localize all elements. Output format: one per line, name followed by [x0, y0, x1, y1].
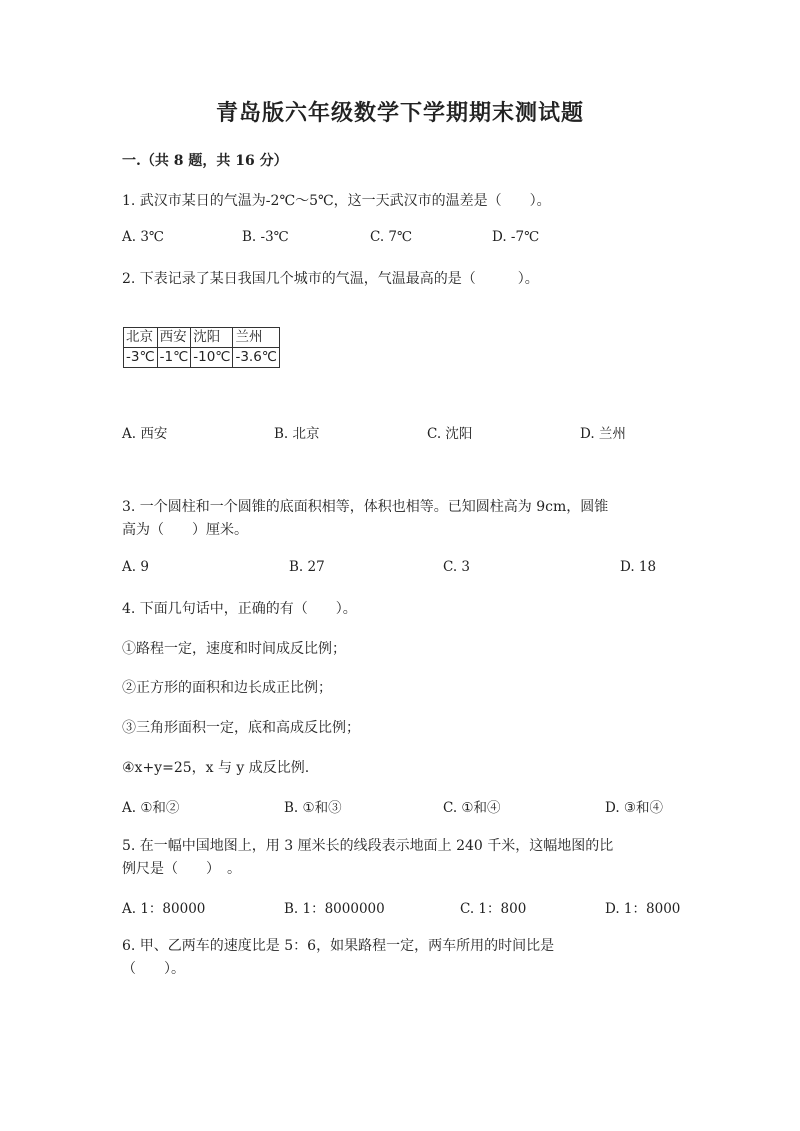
q1-option-b: B. -3℃: [242, 229, 289, 245]
question-3-stem-line2: 高为（ ）厘米。: [122, 522, 248, 538]
question-6-stem-line1: 6. 甲、乙两车的速度比是 5：6，如果路程一定，两车所用的时间比是: [122, 938, 555, 954]
q4-option-d: D. ③和④: [605, 800, 664, 816]
q3-option-c: C. 3: [443, 559, 471, 575]
q4-statement-1: ①路程一定，速度和时间成反比例；: [122, 641, 346, 657]
q4-statement-3: ③三角形面积一定，底和高成反比例；: [122, 720, 360, 736]
q3-option-a: A. 9: [122, 559, 149, 575]
question-4-stem: 4. 下面几句话中，正确的有（ ）。: [122, 601, 357, 617]
page-title: 青岛版六年级数学下学期期末测试题: [215, 100, 584, 126]
q1-option-d: D. -7℃: [492, 229, 540, 245]
q5-option-a: A. 1：80000: [122, 901, 206, 917]
q1-option-a: A. 3℃: [122, 229, 165, 245]
q2-option-b: B. 北京: [274, 426, 320, 442]
table-row-cities: [124, 328, 280, 348]
question-5-stem-line2: 例尺是（ ） 。: [122, 861, 241, 877]
table-cell-city: 西安: [157, 328, 191, 348]
question-3-stem-line1: 3. 一个圆柱和一个圆锥的底面积相等，体积也相等。已知圆柱高为 9cm，圆锥: [122, 499, 609, 515]
table-row-temps: [124, 348, 280, 368]
q1-option-c: C. 7℃: [370, 229, 413, 245]
section-heading: 一.（共 8 题，共 16 分）: [122, 153, 288, 169]
q4-option-c: C. ①和④: [443, 800, 501, 816]
q5-option-d: D. 1：8000: [605, 901, 681, 917]
table-cell-city: 兰州: [233, 328, 280, 348]
q4-option-b: B. ①和③: [284, 800, 342, 816]
table-cell-city: 北京: [124, 328, 158, 348]
question-2-stem: 2. 下表记录了某日我国几个城市的气温，气温最高的是（ ）。: [122, 271, 539, 287]
table-cell-temp: -3℃: [124, 348, 158, 368]
q3-option-d: D. 18: [620, 559, 657, 575]
q2-option-d: D. 兰州: [580, 426, 626, 442]
table-cell-temp: -1℃: [157, 348, 191, 368]
q4-statement-2: ②正方形的面积和边长成正比例；: [122, 680, 332, 696]
q5-option-b: B. 1：8000000: [284, 901, 385, 917]
question-6-stem-line2: （ ）。: [122, 961, 185, 977]
table-cell-temp: -3.6℃: [233, 348, 280, 368]
table-cell-city: 沈阳: [191, 328, 233, 348]
q2-option-a: A. 西安: [122, 426, 168, 442]
q3-option-b: B. 27: [289, 559, 325, 575]
q4-statement-4: ④x+y=25，x 与 y 成反比例.: [122, 760, 310, 776]
q4-option-a: A. ①和②: [122, 800, 180, 816]
table-cell-temp: -10℃: [191, 348, 233, 368]
question-1-stem: 1. 武汉市某日的气温为-2℃～5℃，这一天武汉市的温差是（ ）。: [122, 193, 551, 209]
temperature-table: [123, 327, 280, 368]
question-5-stem-line1: 5. 在一幅中国地图上，用 3 厘米长的线段表示地面上 240 千米，这幅地图的比: [122, 838, 614, 854]
q2-option-c: C. 沈阳: [427, 426, 473, 442]
q5-option-c: C. 1：800: [460, 901, 527, 917]
